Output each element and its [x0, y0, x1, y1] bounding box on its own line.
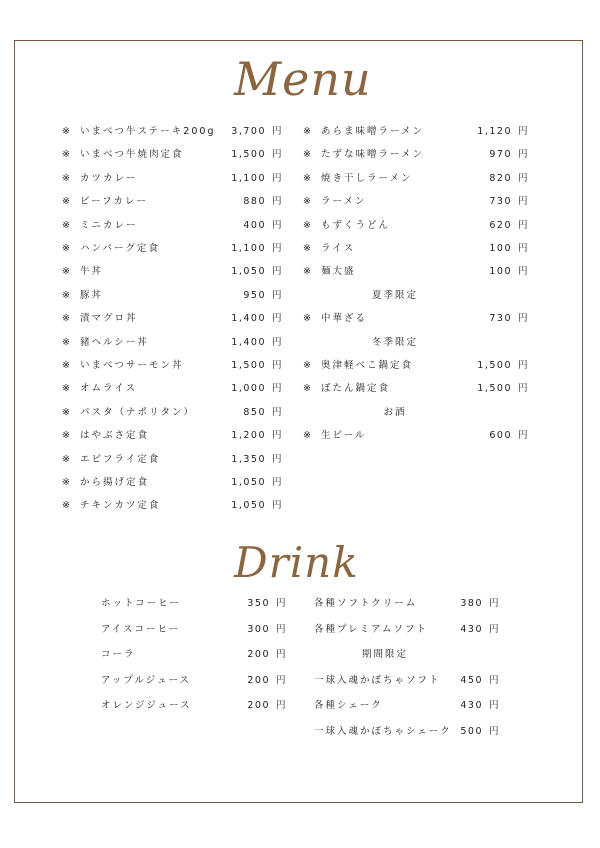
- note-mark: ※: [62, 383, 70, 395]
- item-name: 焼き干しラーメン: [321, 172, 413, 184]
- note-mark: ※: [62, 196, 70, 208]
- note-mark: ※: [303, 219, 311, 231]
- price-unit: 円: [272, 196, 282, 208]
- item-price: 450: [460, 674, 483, 686]
- item-price: 600: [489, 430, 512, 442]
- item-name: 牛丼: [80, 266, 104, 278]
- item-name: ミニカレー: [80, 219, 138, 231]
- price-unit: 円: [518, 383, 528, 395]
- drink-title: Drink: [234, 538, 359, 587]
- item-price: 1,100: [231, 172, 266, 184]
- price-unit: 円: [276, 598, 286, 609]
- price-unit: 円: [272, 313, 282, 325]
- item-name: ビーフカレー: [80, 196, 149, 208]
- note-mark: ※: [62, 453, 70, 465]
- item-name: コーラ: [101, 649, 136, 660]
- price-unit: 円: [272, 477, 282, 488]
- menu-item: [0, 498, 600, 514]
- item-price: 820: [489, 172, 512, 184]
- price-unit: 円: [272, 360, 282, 371]
- item-price: 730: [489, 313, 512, 325]
- item-price: 100: [489, 266, 512, 278]
- item-price: 430: [460, 623, 483, 635]
- item-price: 300: [247, 623, 270, 635]
- item-name: 各種プレミアムソフト: [314, 623, 428, 635]
- price-unit: 円: [272, 453, 282, 465]
- item-name: 奥津軽べこ鍋定食: [321, 360, 414, 371]
- section-heading-winter: 冬季限定: [371, 336, 418, 348]
- item-name: 豬ヘルシー丼: [80, 336, 149, 348]
- item-price: 1,000: [231, 383, 266, 395]
- menu-item: [0, 194, 600, 210]
- item-name: あらま味噌ラーメン: [321, 126, 425, 137]
- price-unit: 円: [518, 126, 528, 137]
- item-name: アイスコーヒー: [101, 623, 181, 635]
- section-heading-alcohol: お酒: [383, 406, 407, 418]
- price-unit: 円: [272, 383, 282, 395]
- price-unit: 円: [276, 623, 286, 635]
- price-unit: 円: [518, 196, 528, 208]
- item-price: 350: [247, 598, 270, 609]
- item-name: 生ビール: [321, 430, 367, 442]
- price-unit: 円: [518, 313, 528, 325]
- item-name: オレンジジュース: [101, 700, 192, 711]
- menu-title: Menu: [234, 52, 372, 106]
- item-price: 620: [489, 219, 512, 231]
- item-name: ラーメン: [321, 196, 367, 208]
- menu-item: [0, 124, 600, 140]
- menu-item: [0, 381, 600, 397]
- menu-item: [0, 241, 600, 257]
- note-mark: ※: [62, 219, 70, 231]
- menu-item: [0, 405, 600, 421]
- item-name: 漬マグロ丼: [80, 313, 138, 325]
- item-price: 1,100: [231, 243, 266, 254]
- item-price: 950: [243, 289, 266, 301]
- item-name: ライス: [321, 243, 356, 254]
- item-price: 380: [460, 598, 483, 609]
- item-name: いまべつ牛焼肉定食: [80, 149, 184, 161]
- menu-item: [0, 171, 600, 187]
- item-name: いまべつサーモン丼: [80, 360, 184, 371]
- note-mark: ※: [303, 383, 311, 395]
- item-name: 一球入魂かぼちゃシェーク: [314, 725, 452, 737]
- section-heading-summer: 夏季限定: [371, 289, 418, 301]
- item-price: 970: [489, 149, 512, 161]
- price-unit: 円: [272, 430, 282, 442]
- drink-item: [0, 698, 600, 714]
- item-name: 一球入魂かぼちゃソフト: [314, 674, 441, 686]
- price-unit: 円: [272, 406, 282, 418]
- item-price: 500: [460, 725, 483, 737]
- note-mark: ※: [62, 149, 70, 161]
- price-unit: 円: [272, 172, 282, 184]
- menu-item: [0, 218, 600, 234]
- item-price: 1,120: [477, 126, 512, 137]
- menu-item: [0, 311, 600, 327]
- item-price: 1,350: [231, 453, 266, 465]
- price-unit: 円: [272, 243, 282, 254]
- drink-item: [0, 724, 600, 740]
- price-unit: 円: [272, 289, 282, 301]
- note-mark: ※: [303, 243, 311, 254]
- price-unit: 円: [272, 266, 282, 278]
- price-unit: 円: [518, 243, 528, 254]
- item-price: 880: [243, 196, 266, 208]
- item-price: 1,400: [231, 336, 266, 348]
- item-name: カツカレー: [80, 172, 138, 184]
- price-unit: 円: [272, 500, 282, 512]
- item-price: 200: [247, 674, 270, 686]
- price-unit: 円: [518, 172, 528, 184]
- note-mark: ※: [62, 289, 70, 301]
- item-name: 中華ざる: [321, 313, 368, 325]
- item-price: 200: [247, 649, 270, 660]
- price-unit: 円: [489, 725, 499, 737]
- menu-item: [0, 428, 600, 444]
- note-mark: ※: [62, 126, 70, 137]
- drink-item: [0, 596, 600, 612]
- item-price: 1,500: [231, 360, 266, 371]
- item-name: 麺大盛: [321, 266, 356, 278]
- price-unit: 円: [518, 266, 528, 278]
- price-unit: 円: [489, 700, 499, 711]
- note-mark: ※: [303, 196, 311, 208]
- item-price: 200: [247, 700, 270, 711]
- price-unit: 円: [518, 219, 528, 231]
- drink-item: [0, 622, 600, 638]
- menu-item: [0, 335, 600, 351]
- price-unit: 円: [518, 430, 528, 442]
- note-mark: ※: [303, 266, 311, 278]
- menu-item: [0, 264, 600, 280]
- item-name: 各種シェーク: [314, 700, 383, 711]
- item-name: パスタ（ナポリタン）: [80, 406, 196, 418]
- item-price: 850: [243, 406, 266, 418]
- item-price: 3,700: [231, 126, 266, 137]
- item-name: はやぶさ定食: [80, 430, 150, 442]
- item-name: チキンカツ定食: [80, 500, 161, 512]
- note-mark: ※: [62, 313, 70, 325]
- note-mark: ※: [62, 266, 70, 278]
- note-mark: ※: [62, 477, 70, 488]
- item-price: 1,200: [231, 430, 266, 442]
- price-unit: 円: [518, 360, 528, 371]
- note-mark: ※: [62, 172, 70, 184]
- item-price: 1,500: [477, 360, 512, 371]
- price-unit: 円: [272, 336, 282, 348]
- item-price: 1,500: [231, 149, 266, 161]
- item-name: たずな味噌ラーメン: [321, 149, 425, 161]
- item-name: いまべつ牛ステーキ200g: [80, 126, 216, 137]
- section-heading-limited: 期間限定: [361, 649, 408, 660]
- note-mark: ※: [62, 243, 70, 254]
- price-unit: 円: [276, 700, 286, 711]
- item-name: エビフライ定食: [80, 453, 161, 465]
- note-mark: ※: [303, 313, 311, 325]
- note-mark: ※: [62, 430, 70, 442]
- item-price: 1,050: [231, 266, 266, 278]
- price-unit: 円: [489, 598, 499, 609]
- note-mark: ※: [62, 360, 70, 371]
- item-price: 1,050: [231, 477, 266, 488]
- item-price: 1,400: [231, 313, 266, 325]
- item-name: ホットコーヒー: [101, 598, 181, 609]
- menu-item: [0, 147, 600, 163]
- drink-item: [0, 647, 600, 663]
- price-unit: 円: [489, 623, 499, 635]
- note-mark: ※: [62, 336, 70, 348]
- item-name: から揚げ定食: [80, 477, 150, 488]
- item-name: オムライス: [80, 383, 138, 395]
- item-name: もずくうどん: [321, 219, 391, 231]
- note-mark: ※: [62, 406, 70, 418]
- menu-item: [0, 288, 600, 304]
- note-mark: ※: [303, 126, 311, 137]
- menu-item: [0, 358, 600, 374]
- note-mark: ※: [303, 172, 311, 184]
- item-price: 400: [243, 219, 266, 231]
- drink-item: [0, 673, 600, 689]
- price-unit: 円: [276, 674, 286, 686]
- item-price: 730: [489, 196, 512, 208]
- price-unit: 円: [272, 149, 282, 161]
- item-name: 豚丼: [80, 289, 104, 301]
- price-unit: 円: [276, 649, 286, 660]
- note-mark: ※: [303, 430, 311, 442]
- item-price: 1,500: [477, 383, 512, 395]
- price-unit: 円: [518, 149, 528, 161]
- item-price: 1,050: [231, 500, 266, 512]
- item-name: ハンバーグ定食: [80, 243, 160, 254]
- price-unit: 円: [489, 674, 499, 686]
- price-unit: 円: [272, 219, 282, 231]
- item-price: 430: [460, 700, 483, 711]
- item-name: ぼたん鍋定食: [321, 383, 391, 395]
- menu-item: [0, 475, 600, 491]
- price-unit: 円: [272, 126, 282, 137]
- item-name: アップルジュース: [101, 674, 192, 686]
- note-mark: ※: [303, 149, 311, 161]
- menu-item: [0, 452, 600, 468]
- item-name: 各種ソフトクリーム: [314, 598, 418, 609]
- item-price: 100: [489, 243, 512, 254]
- note-mark: ※: [303, 360, 311, 371]
- note-mark: ※: [62, 500, 70, 512]
